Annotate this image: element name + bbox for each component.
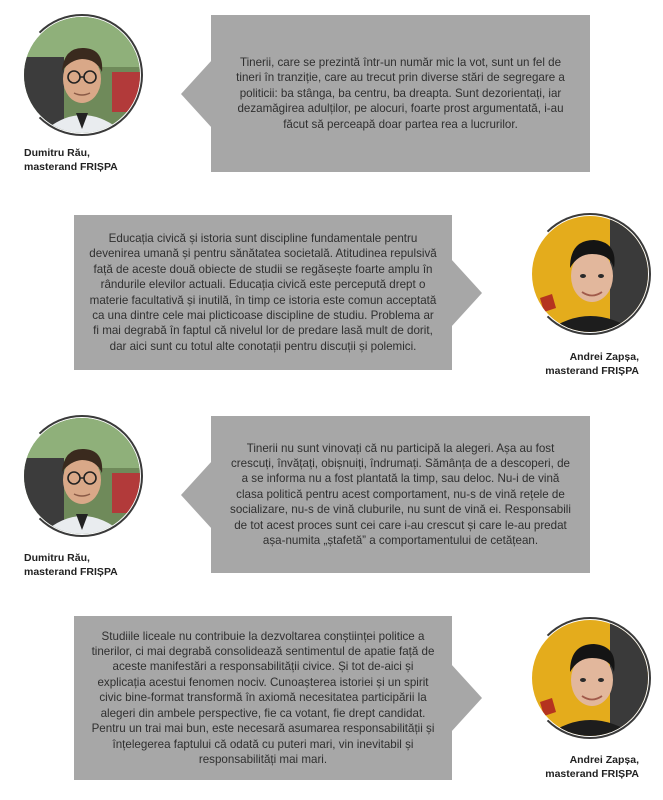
quote-bubble [74,215,452,370]
avatar-andrei-zapsa [532,216,648,332]
author-caption [24,551,118,579]
author-caption [545,753,639,781]
portrait-andrei-icon [532,216,648,332]
author-name: Andrei Zapșa, [569,754,639,766]
quote-bubble [211,416,590,573]
quote-text: Educația civică și istoria sunt discipline fundamentale pentru devenirea umană și pentru sănătatea societală. Atitudinea repulsivă față de aceste două obiecte de studii se regăsește foarte amplu în rândurile elevilor actuali. Educația civică este percepută drept o materie facultativă și inutilă, în timp ce istoria este comun acceptată ca una dintre cele mai plicticoase discipline de studiu. Problema ar fi mai degrabă în faptul că nivelul lor de predare lasă mult de dorit, dar aici sunt cu totul alte conotații pentru discuții și polemici. [89,231,437,353]
author-name: Dumitru Rău, [24,552,90,564]
author-role: masterand FRIȘPA [545,365,639,377]
author-role: masterand FRIȘPA [24,566,118,578]
portrait-dumitru-icon [24,17,140,133]
avatar-dumitru-rau [24,17,140,133]
author-role: masterand FRIȘPA [24,161,118,173]
quote-text: Tinerii nu sunt vinovați că nu participă la alegeri. Așa au fost crescuți, învățați, obișnuiți, îndrumați. Sămânța de a descoperi, de a se informa nu a fost plantată la timp, sau deloc. Nu-i de vină clasa politică pentru acest comportament, nu-s de vină rețele de socializare, nu-s de vină cluburile, nu sunt de vină ei. Responsabili de tot acest proces sunt cei care i-au crescut și care le-au predat așa-numita „ștafetă” a comportamentului de cetățean. [230,441,571,548]
quote-text: Studiile liceale nu contribuie la dezvoltarea conștiinței politice a tinerilor, ci mai degrabă consolidează sentimentul de apatie față de aceste manifestări a responsabilității civice. Și tot de-aici și explicația acestui fenomen nociv. Cunoașterea istoriei și un spirit civic bine-format transformă în axiomă necesitatea participării la alegeri din ambele perspective, fie ca votant, fie drept candidat. Pentru un trai mai bun, este necesară asumarea responsabilității și înțelegerea faptului că odată cu puteri mari, vin inevitabil și responsabilități mai mari. [91,629,435,766]
author-name: Dumitru Rău, [24,147,90,159]
author-caption [24,146,118,174]
author-role: masterand FRIȘPA [545,768,639,780]
quote-bubble [74,616,452,780]
avatar-dumitru-rau [24,418,140,534]
quote-text: Tinerii, care se prezintă într-un număr mic la vot, sunt un fel de tineri în tranziție, care au trecut prin diverse stări de segregare a politicii: ba stânga, ba centru, ba dreapta. Sunt dezorientați, iar dezamăgirea adulților, pe alocuri, foarte prost argumentată, i-au făcut să perceapă doar partea rea a lucrurilor. [236,55,565,131]
author-name: Andrei Zapșa, [569,351,639,363]
avatar-andrei-zapsa [532,620,648,736]
quote-bubble [211,15,590,172]
author-caption [545,350,639,378]
portrait-dumitru-icon [24,418,140,534]
portrait-andrei-icon [532,620,648,736]
